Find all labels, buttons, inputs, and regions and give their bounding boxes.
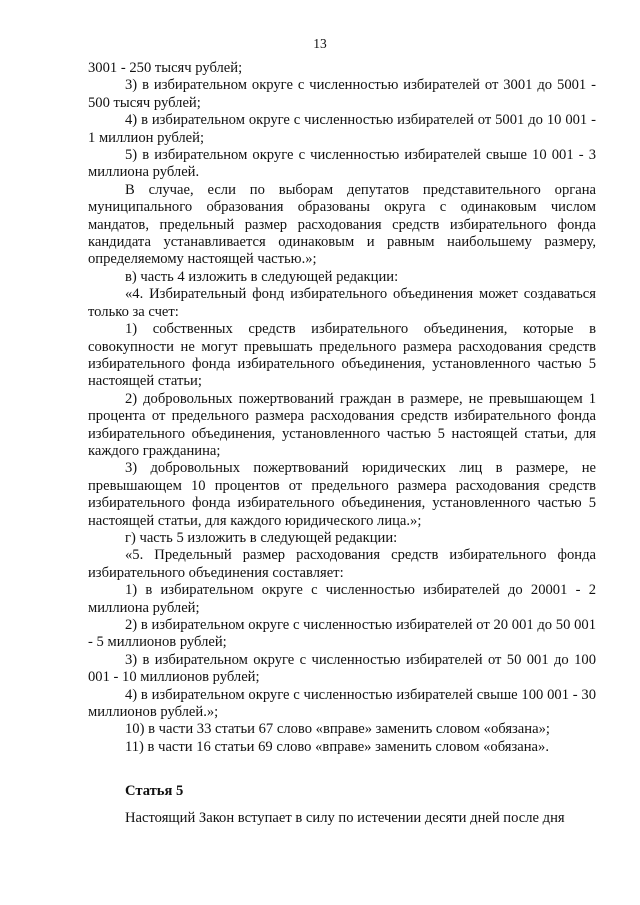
paragraph: 11) в части 16 статьи 69 слово «вправе» заменить словом «обязана». bbox=[125, 738, 549, 755]
paragraph: 4) в избирательном округе с численностью избирателей свыше 100 001 - 30 миллионов рублей.»; bbox=[88, 686, 596, 721]
paragraph: 3) в избирательном округе с численностью избирателей от 50 001 до 100 001 - 10 миллионов рублей; bbox=[88, 651, 596, 686]
paragraph: 1) собственных средств избирательного объединения, которые в совокупности не могут превышать предельного размера расходования средств избирательного фонда избирательного объединения, установленного частью 5 настоящей статьи; bbox=[88, 321, 596, 390]
article-heading: Статья 5 bbox=[125, 783, 184, 800]
paragraph: 10) в части 33 статьи 67 слово «вправе» заменить словом «обязана»; bbox=[125, 721, 550, 738]
paragraph-list bbox=[88, 60, 596, 756]
paragraph: в) часть 4 изложить в следующей редакции: bbox=[125, 268, 399, 285]
paragraph: В случае, если по выборам депутатов представительного органа муниципального образования образованы округа с одинаковым числом мандатов, предельный размер расходования средств избирательного фонда кандидата устанавливается одинаковым и равным наибольшему размеру, определяемому настоящей частью.»; bbox=[88, 181, 596, 268]
paragraph: 3) в избирательном округе с численностью избирателей от 3001 до 5001 - 500 тысяч рублей; bbox=[88, 77, 596, 111]
paragraph: 5) в избирательном округе с численностью избирателей свыше 10 001 - 3 миллиона рублей. bbox=[88, 147, 596, 181]
paragraph: 3) добровольных пожертвований юридических лиц в размере, не превышающем 10 процентов от предельного размера расходования средств избирательного фонда избирательного объединения, установленного частью 5 настоящей статьи, для каждого юридического лица.»; bbox=[88, 460, 596, 529]
paragraph: 2) в избирательном округе с численностью избирателей от 20 001 до 50 001 - 5 миллионов рублей; bbox=[88, 617, 596, 651]
paragraph: 3001 - 250 тысяч рублей; bbox=[88, 60, 243, 76]
page-number: 13 bbox=[313, 36, 327, 51]
paragraph: 2) добровольных пожертвований граждан в размере, не превышающем 1 процента от предельного размера расходования средств избирательного фонда избирательного объединения, установленного частью 5 настоящей статьи, для каждого гражданина; bbox=[88, 390, 596, 459]
paragraph: 4) в избирательном округе с численностью избирателей от 5001 до 10 001 - 1 миллион рублей; bbox=[88, 112, 596, 146]
final-paragraph: Настоящий Закон вступает в силу по истечении десяти дней после дня bbox=[125, 809, 565, 826]
paragraph: «4. Избирательный фонд избирательного объединения может создаваться только за счет: bbox=[88, 286, 596, 320]
paragraph: 1) в избирательном округе с численностью избирателей до 20001 - 2 миллиона рублей; bbox=[88, 582, 596, 616]
paragraph: «5. Предельный размер расходования средств избирательного фонда избирательного объединения составляет: bbox=[88, 547, 596, 581]
document-body bbox=[88, 60, 596, 827]
paragraph: г) часть 5 изложить в следующей редакции: bbox=[125, 529, 398, 546]
